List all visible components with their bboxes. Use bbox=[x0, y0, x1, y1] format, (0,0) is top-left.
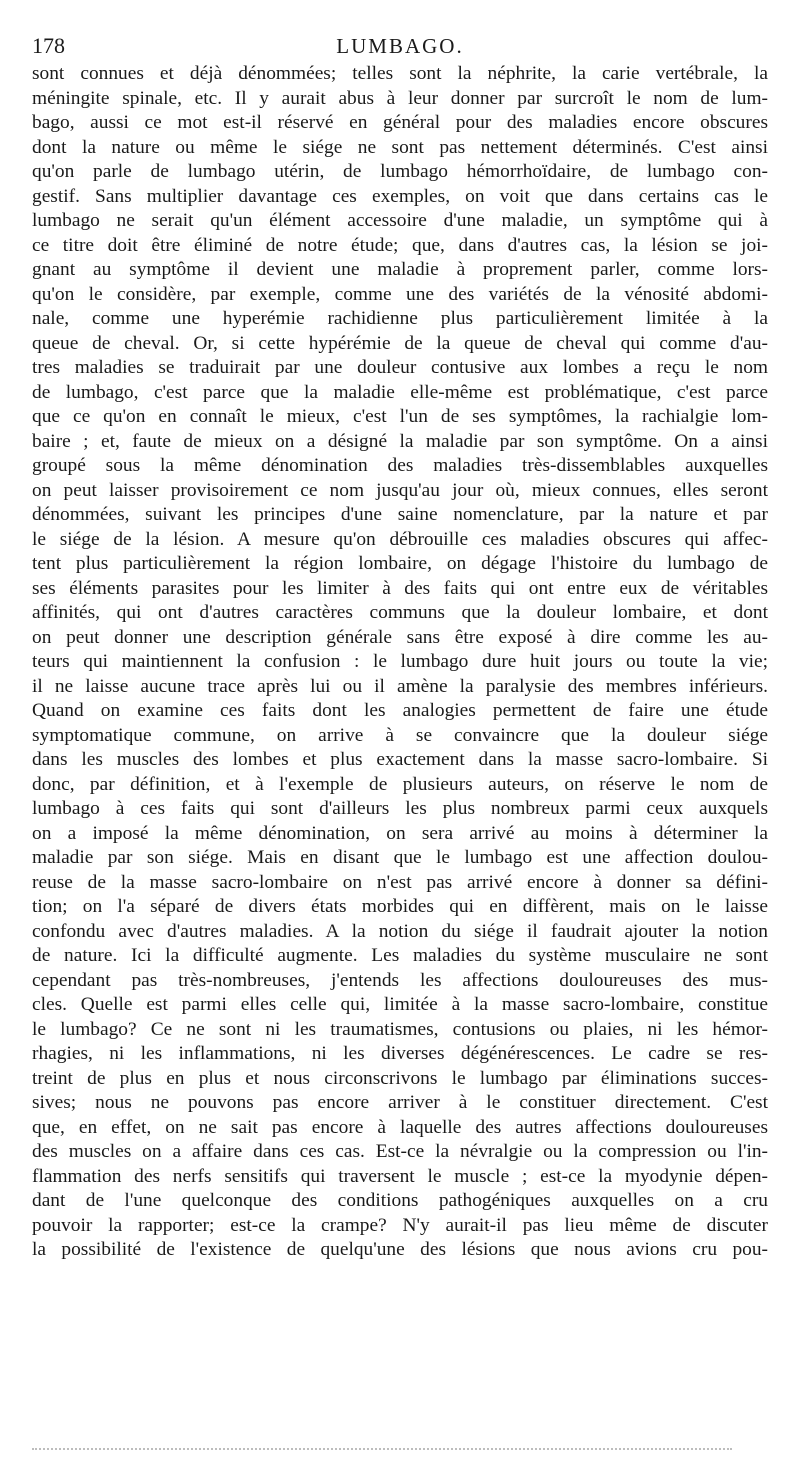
text-line: Quand on examine ces faits dont les analogies permettent de faire une étude bbox=[32, 700, 768, 721]
text-line: on a imposé la même dénomination, on sera arrivé au moins à déterminer la bbox=[32, 822, 768, 844]
text-line: gestif. Sans multiplier davantage ces exemples, on voit que dans certains cas le bbox=[32, 185, 768, 207]
text-line: confondu avec d'autres maladies. A la notion du siége il faudrait ajouter la notion bbox=[32, 920, 768, 942]
running-head bbox=[32, 30, 768, 62]
text-line: dont la nature ou même le siége ne sont pas nettement déterminés. C'est ainsi bbox=[32, 136, 768, 158]
text-line: ses éléments parasites pour les limiter à des faits qui ont entre eux de véritables bbox=[32, 577, 768, 599]
text-line: nale, comme une hyperémie rachidienne plus particulièrement limitée à la bbox=[32, 308, 768, 329]
text-line: de nature. Ici la difficulté augmente. Les maladies du système musculaire ne sont bbox=[32, 945, 768, 966]
text-line: queue de cheval. Or, si cette hypérémie de la queue de cheval qui comme d'au- bbox=[32, 332, 768, 354]
text-line: qu'on le considère, par exemple, comme une des variétés de la vénosité abdomi- bbox=[32, 283, 768, 305]
text-line: lumbago à ces faits qui sont d'ailleurs les plus nombreux parmi ceux auxquels bbox=[32, 798, 768, 819]
text-line: cependant pas très-nombreuses, j'entends les affections douloureuses des mus- bbox=[32, 969, 768, 991]
text-line: le siége de la lésion. A mesure qu'on débrouille ces maladies obscures qui affec- bbox=[32, 528, 768, 550]
text-line: la possibilité de l'existence de quelqu'une des lésions que nous avions cru pou- bbox=[32, 1239, 768, 1260]
text-line: affinités, qui ont d'autres caractères communs que la douleur lombaire, et dont bbox=[32, 602, 768, 623]
text-line: baire ; et, faute de mieux on a désigné la maladie par son symptôme. On a ainsi bbox=[32, 430, 768, 452]
text-line: gnant au symptôme il devient une maladie à proprement parler, comme lors- bbox=[32, 259, 768, 280]
text-line: méningite spinale, etc. Il y aurait abus à leur donner par surcroît le nom de lum- bbox=[32, 87, 768, 109]
text-line: sives; nous ne pouvons pas encore arriver à le constituer directement. C'est bbox=[32, 1092, 768, 1113]
footer-rule bbox=[32, 1448, 732, 1450]
text-line: tion; on l'a séparé de divers états morbides qui en diffèrent, mais on le laisse bbox=[32, 896, 768, 917]
text-line: il ne laisse aucune trace après lui ou il amène la paralysie des membres inférieurs. bbox=[32, 675, 768, 697]
text-line: tres maladies se traduirait par une douleur contusive aux lombes a reçu le nom bbox=[32, 357, 768, 378]
text-line: donc, par définition, et à l'exemple de plusieurs auteurs, on réserve le nom de bbox=[32, 773, 768, 795]
text-line: lumbago ne serait qu'un élément accessoire d'une maladie, un symptôme qui à bbox=[32, 210, 768, 231]
text-line: des muscles on a affaire dans ces cas. Est-ce la névralgie ou la compression ou l'in- bbox=[32, 1141, 768, 1162]
text-line: maladie par son siége. Mais en disant que le lumbago est une affection doulou- bbox=[32, 847, 768, 868]
text-line: flammation des nerfs sensitifs qui traversent le muscle ; est-ce la myodynie dépen- bbox=[32, 1165, 768, 1187]
text-line: dans les muscles des lombes et plus exactement dans la masse sacro-lombaire. Si bbox=[32, 749, 768, 770]
running-title: LUMBAGO. bbox=[336, 34, 464, 58]
page-number: 178 bbox=[32, 33, 65, 58]
text-line: dant de l'une quelconque des conditions pathogéniques auxquelles on a cru bbox=[32, 1190, 768, 1211]
text-line: reuse de la masse sacro-lombaire on n'est pas arrivé encore à donner sa défini- bbox=[32, 871, 768, 893]
text-line: groupé sous la même dénomination des maladies très-dissemblables auxquelles bbox=[32, 455, 768, 476]
text-line: tent plus particulièrement la région lombaire, on dégage l'histoire du lumbago de bbox=[32, 553, 768, 574]
text-line: qu'on parle de lumbago utérin, de lumbago hémorrhoïdaire, de lumbago con- bbox=[32, 161, 768, 182]
text-line: ce titre doit être éliminé de notre étude; que, dans d'autres cas, la lésion se joi- bbox=[32, 234, 768, 256]
text-line: sont connues et déjà dénommées; telles sont la néphrite, la carie vertébrale, la bbox=[32, 63, 768, 84]
text-line: on peut donner une description générale sans être exposé à dire comme les au- bbox=[32, 626, 768, 648]
text-line: que ce qu'on en connaît le mieux, c'est l'un de ses symptômes, la rachialgie lom- bbox=[32, 406, 768, 427]
text-line: bago, aussi ce mot est-il réservé en général pour des maladies encore obscures bbox=[32, 112, 768, 133]
text-line: treint de plus en plus et nous circonscrivons le lumbago par éliminations succes- bbox=[32, 1067, 768, 1089]
body-text bbox=[32, 62, 768, 1263]
text-line: pouvoir la rapporter; est-ce la crampe? N'y aurait-il pas lieu même de discuter bbox=[32, 1214, 768, 1236]
text-line: de lumbago, c'est parce que la maladie elle-même est problématique, c'est parce bbox=[32, 381, 768, 403]
text-line: le lumbago? Ce ne sont ni les traumatismes, contusions ou plaies, ni les hémor- bbox=[32, 1018, 768, 1040]
text-line: teurs qui maintiennent la confusion : le lumbago dure huit jours ou toute la vie; bbox=[32, 651, 768, 672]
text-line: que, en effet, on ne sait pas encore à laquelle des autres affections douloureuses bbox=[32, 1116, 768, 1138]
text-line: symptomatique commune, on arrive à se convaincre que la douleur siége bbox=[32, 724, 768, 746]
text-line: dénommées, suivant les principes d'une saine nomenclature, par la nature et par bbox=[32, 504, 768, 525]
text-line: rhagies, ni les inflammations, ni les diverses dégénérescences. Le cadre se res- bbox=[32, 1043, 768, 1064]
text-line: cles. Quelle est parmi elles celle qui, limitée à la masse sacro-lombaire, constitue bbox=[32, 994, 768, 1015]
text-line: on peut laisser provisoirement ce nom jusqu'au jour où, mieux connues, elles seront bbox=[32, 479, 768, 501]
